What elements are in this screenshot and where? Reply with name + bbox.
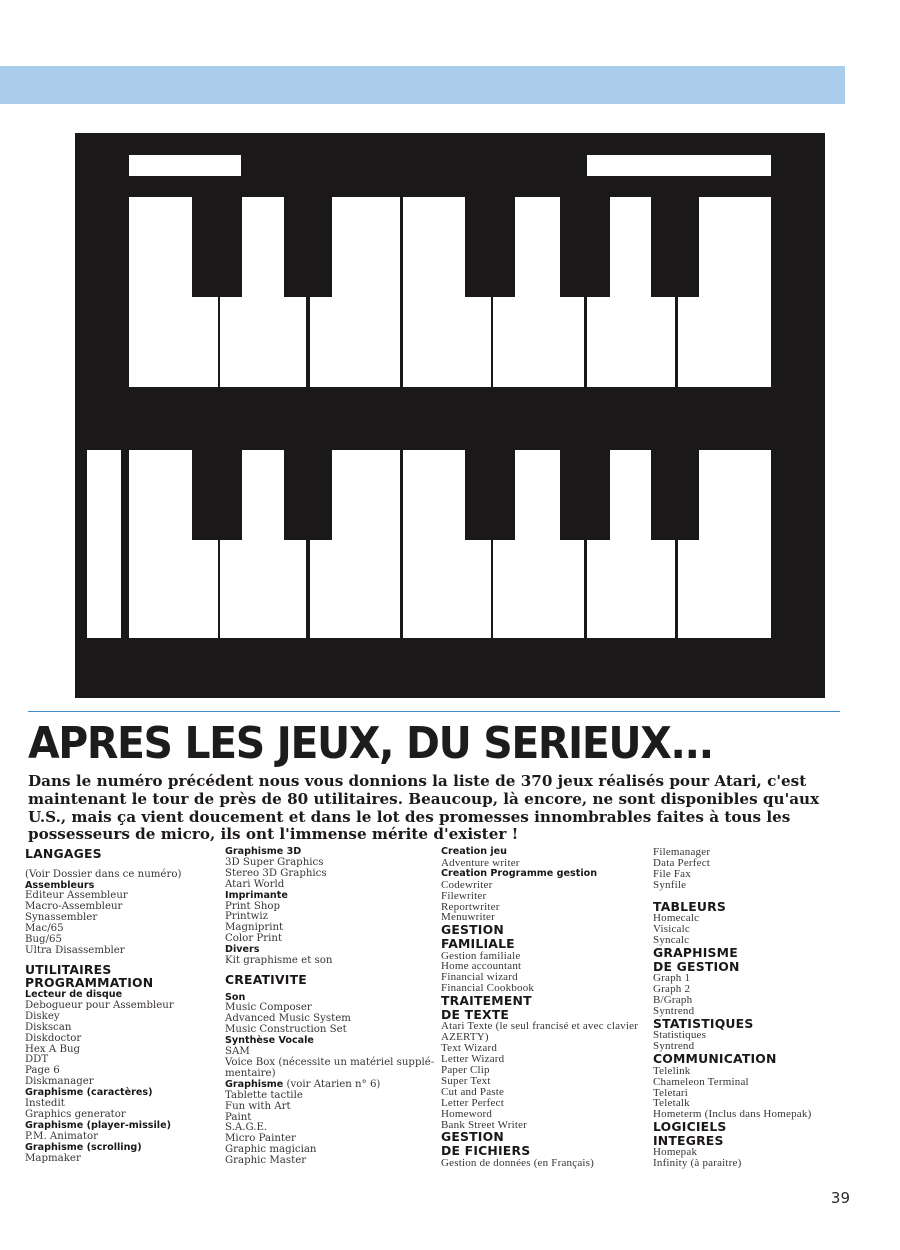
list-item: Magniprint bbox=[225, 922, 284, 934]
list-item: Hex A Bug bbox=[25, 1043, 81, 1055]
list-item: Micro Painter bbox=[225, 1133, 296, 1145]
subsection-graph-scroll: Graphisme (scrolling) bbox=[25, 1141, 142, 1153]
list-item: (Voir Dossier dans ce numéro) bbox=[25, 868, 182, 880]
list-item: Printwiz bbox=[225, 911, 268, 923]
list-item: Filemanager bbox=[653, 846, 711, 858]
page-headline: APRES LES JEUX, DU SERIEUX... bbox=[28, 718, 713, 769]
list-item: Letter Perfect bbox=[441, 1096, 504, 1109]
subsection-graph-pm: Graphisme (player-missile) bbox=[25, 1119, 171, 1131]
list-item: AZERTY) bbox=[441, 1031, 489, 1044]
subsection-graphisme-note: (voir Atarien n° 6) bbox=[283, 1078, 381, 1090]
list-item: Synfile bbox=[653, 878, 687, 891]
section-statistiques: STATISTIQUES bbox=[653, 1015, 754, 1031]
list-item: Homecalc bbox=[653, 912, 700, 925]
list-item: Teletari bbox=[653, 1086, 689, 1099]
list-item: Bank Street Writer bbox=[441, 1118, 528, 1131]
list-item: File Fax bbox=[653, 867, 691, 880]
column-3 bbox=[441, 847, 638, 1169]
list-item: Hometerm (Inclus dans Homepak) bbox=[653, 1108, 812, 1121]
list-item: Syntrend bbox=[653, 1040, 695, 1053]
section-integres: INTEGRES bbox=[653, 1132, 724, 1148]
list-item: Letter Wizard bbox=[441, 1053, 505, 1066]
subsection-graphisme-label: Graphisme bbox=[225, 1078, 284, 1090]
list-item: Infinity (à paraitre) bbox=[653, 1157, 742, 1170]
subsection-synthese: Synthèse Vocale bbox=[225, 1035, 314, 1047]
section-communication: COMMUNICATION bbox=[653, 1051, 777, 1067]
list-item: Graphics generator bbox=[25, 1109, 126, 1120]
list-item: Paint bbox=[225, 1111, 252, 1123]
section-tableurs: TABLEURS bbox=[653, 898, 727, 914]
list-item: Filewriter bbox=[441, 889, 487, 902]
list-item: Adventure writer bbox=[441, 856, 520, 869]
list-item: Diskscan bbox=[25, 1021, 72, 1033]
list-item: SAM bbox=[225, 1046, 250, 1058]
section-creativite: CREATIVITE bbox=[225, 971, 307, 987]
section-gestion-fichiers: GESTION bbox=[441, 1129, 504, 1145]
list-item: Syncalc bbox=[653, 934, 690, 947]
list-item: Statistiques bbox=[653, 1029, 707, 1042]
subsection-divers: Divers bbox=[225, 944, 260, 956]
list-item: Cut and Paste bbox=[441, 1085, 505, 1098]
list-item: Music Construction Set bbox=[225, 1024, 347, 1036]
list-item: Diskmanager bbox=[25, 1076, 94, 1088]
subsection-graph-car: Graphisme (caractères) bbox=[25, 1087, 153, 1099]
section-traitement: TRAITEMENT bbox=[441, 993, 532, 1009]
list-item: Reportwriter bbox=[441, 900, 500, 913]
list-item: mentaire) bbox=[225, 1067, 276, 1079]
list-item: DDT bbox=[25, 1054, 49, 1066]
subsection-graph3d: Graphisme 3D bbox=[225, 846, 302, 857]
page-number: 39 bbox=[830, 1189, 850, 1207]
section-programmation: PROGRAMMATION bbox=[25, 975, 154, 991]
list-item: Paper Clip bbox=[441, 1063, 490, 1076]
list-item: Codewriter bbox=[441, 878, 493, 891]
list-item: Stereo 3D Graphics bbox=[225, 867, 327, 879]
list-item: Print Shop bbox=[225, 900, 281, 912]
list-item: Macro-Assembleur bbox=[25, 901, 123, 913]
list-item: B/Graph bbox=[653, 993, 693, 1006]
list-item: Fun with Art bbox=[225, 1100, 291, 1112]
list-item: Visicalc bbox=[653, 923, 690, 936]
column-4 bbox=[653, 847, 811, 1169]
section-de-fichiers: DE FICHIERS bbox=[441, 1143, 531, 1158]
list-item: Homepak bbox=[653, 1146, 698, 1159]
list-item: Kit graphisme et son bbox=[225, 955, 333, 967]
list-item: Homeword bbox=[441, 1107, 493, 1120]
list-item: Chameleon Terminal bbox=[653, 1075, 749, 1088]
list-item: Voice Box (nécessite un matériel supplé- bbox=[225, 1057, 435, 1068]
list-item: Syntrend bbox=[653, 1004, 695, 1017]
list-item: Graphic magician bbox=[225, 1144, 317, 1156]
list-item: Mapmaker bbox=[25, 1152, 81, 1164]
piano-keyboard-illustration bbox=[75, 133, 825, 698]
top-color-bar bbox=[0, 66, 845, 104]
section-familiale: FAMILIALE bbox=[441, 935, 515, 951]
list-item: Bug/65 bbox=[25, 934, 62, 946]
list-item: 3D Super Graphics bbox=[225, 856, 324, 868]
headline-rule bbox=[28, 711, 840, 712]
list-item: Instedit bbox=[25, 1098, 65, 1110]
subsection-son: Son bbox=[225, 991, 246, 1003]
subsection-creation-jeu: Creation jeu bbox=[441, 846, 508, 857]
list-item: Music Composer bbox=[225, 1002, 312, 1014]
list-item: Telelink bbox=[653, 1064, 691, 1077]
list-item: S.A.G.E. bbox=[225, 1122, 268, 1134]
list-item: Gestion de données (en Français) bbox=[441, 1156, 595, 1169]
list-item: Data Perfect bbox=[653, 856, 711, 869]
subsection-imprimante: Imprimante bbox=[225, 889, 288, 901]
list-item: Graph 1 bbox=[653, 972, 691, 985]
column-1 bbox=[25, 847, 181, 1165]
list-item: Graphic Master bbox=[225, 1155, 307, 1167]
list-item: Super Text bbox=[441, 1074, 491, 1087]
list-item: Teletalk bbox=[653, 1097, 690, 1110]
section-gestion: GESTION bbox=[441, 922, 504, 938]
list-item: Graph 2 bbox=[653, 983, 691, 996]
list-item: Tablette tactile bbox=[225, 1089, 303, 1101]
subsection-creation-prog: Creation Programme gestion bbox=[441, 867, 598, 879]
list-item: P.M. Animator bbox=[25, 1130, 98, 1142]
list-item: Atari World bbox=[225, 878, 285, 890]
list-item: Diskey bbox=[25, 1010, 60, 1022]
section-de-texte: DE TEXTE bbox=[441, 1006, 510, 1022]
section-graphisme: GRAPHISME bbox=[653, 944, 738, 960]
list-item: Editeur Assembleur bbox=[25, 890, 128, 902]
section-logiciels: LOGICIELS bbox=[653, 1119, 727, 1135]
list-item: Diskdoctor bbox=[25, 1032, 82, 1044]
column-2 bbox=[225, 847, 434, 1167]
section-utilitaires: UTILITAIRES bbox=[25, 961, 112, 977]
list-item: Menuwriter bbox=[441, 911, 495, 924]
list-item: Financial Cookbook bbox=[441, 982, 535, 995]
list-item: Atari Texte (le seul francisé et avec clavier bbox=[441, 1020, 639, 1033]
intro-paragraph: Dans le numéro précédent nous vous donnions la liste de 370 jeux réalisés pour Atari, c'est maintenant le tour de près de 80 utilitaires. Beaucoup, là encore, ne sont disponibles qu'aux U.S., mais ça vient doucement et dans le lot des promesses innombrables faites à tous les possesseurs de micro, ils ont l'immense mérite d'exister ! bbox=[28, 772, 820, 844]
subsection-assembleurs: Assembleurs bbox=[25, 879, 95, 891]
list-item: Text Wizard bbox=[441, 1042, 498, 1055]
section-langages: LANGAGES bbox=[25, 846, 102, 861]
list-item: Gestion familiale bbox=[441, 949, 521, 962]
list-item: Home accountant bbox=[441, 960, 522, 973]
section-de-gestion: DE GESTION bbox=[653, 958, 740, 974]
list-item: Debogueur pour Assembleur bbox=[25, 999, 174, 1011]
list-item: Page 6 bbox=[25, 1065, 60, 1077]
list-item: Financial wizard bbox=[441, 971, 518, 984]
list-item: Mac/65 bbox=[25, 923, 64, 935]
list-item: Advanced Music System bbox=[225, 1013, 351, 1025]
list-item: Synassembler bbox=[25, 912, 98, 924]
list-item: Ultra Disassembler bbox=[25, 944, 125, 956]
subsection-lecteur: Lecteur de disque bbox=[25, 989, 123, 1001]
list-item: Color Print bbox=[225, 933, 283, 945]
